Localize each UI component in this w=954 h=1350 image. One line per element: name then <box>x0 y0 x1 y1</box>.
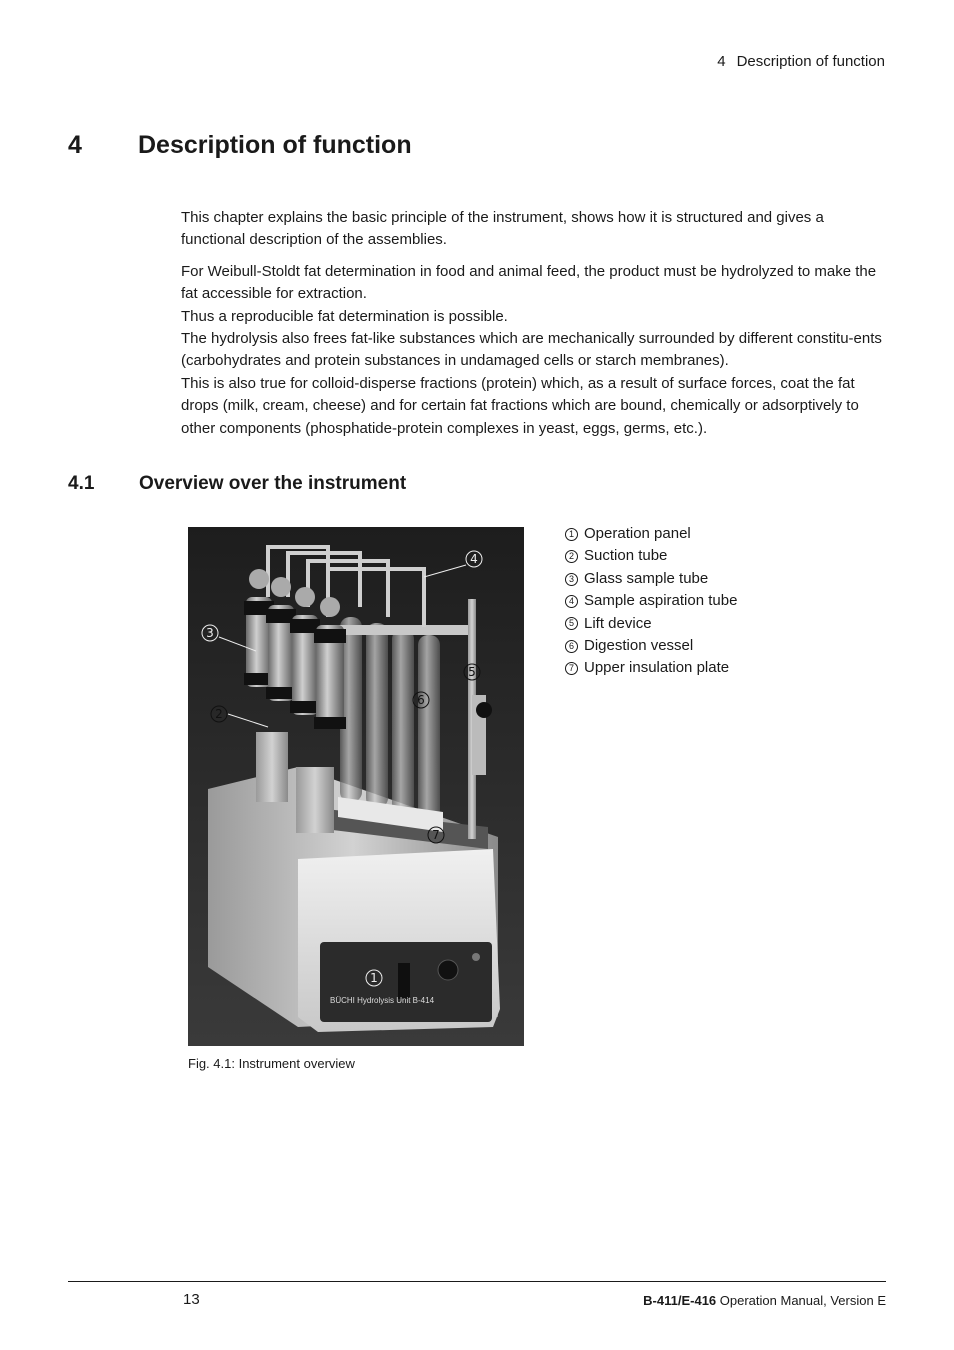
section-heading <box>68 473 406 495</box>
legend-item <box>565 590 737 612</box>
legend-number: 4 <box>565 595 578 608</box>
svg-text:7: 7 <box>432 828 440 842</box>
svg-text:5: 5 <box>468 665 476 679</box>
legend-label: Suction tube <box>584 547 668 565</box>
paragraph: This chapter explains the basic principle of the instrument, shows how it is structured and gives a functional description of the assemblies. <box>181 209 824 249</box>
section-number: 4.1 <box>68 473 95 494</box>
svg-text:2: 2 <box>215 707 223 721</box>
paragraph: The hydrolysis also frees fat-like substances which are mechanically surrounded by different constitu-ents (carbohydrates and protein substances in undamaged cells or starch membranes). <box>181 330 882 370</box>
paragraph: For Weibull-Stoldt fat determination in food and animal feed, the product must be hydrolyzed to make the fat accessible for extraction. <box>181 262 877 303</box>
chapter-heading <box>68 131 412 160</box>
legend-label: Sample aspiration tube <box>584 592 738 610</box>
svg-text:3: 3 <box>206 626 214 640</box>
figure-caption: Fig. 4.1: Instrument overview <box>188 1056 355 1071</box>
legend-label: Digestion vessel <box>584 637 694 655</box>
legend-item <box>565 657 737 679</box>
legend-number: 7 <box>565 662 578 675</box>
running-head-number: 4 <box>717 53 726 70</box>
legend-number: 2 <box>565 550 578 563</box>
chapter-intro <box>181 207 891 440</box>
legend-number: 3 <box>565 573 578 586</box>
chapter-number: 4 <box>68 131 82 159</box>
running-head-title: Description of function <box>736 53 885 70</box>
running-head <box>717 53 885 70</box>
legend-item <box>565 568 737 590</box>
paragraph: Thus a reproducible fat determination is possible. <box>181 307 508 325</box>
legend-number: 5 <box>565 617 578 630</box>
footer-model: B-411/E-416 <box>643 1293 717 1308</box>
page-number: 13 <box>183 1291 200 1308</box>
legend-number: 6 <box>565 640 578 653</box>
legend-item <box>565 523 737 545</box>
svg-text:1: 1 <box>370 971 378 985</box>
legend-item <box>565 635 737 657</box>
legend-item <box>565 613 737 635</box>
legend-number: 1 <box>565 528 578 541</box>
legend-label: Glass sample tube <box>584 569 709 587</box>
section-title: Overview over the instrument <box>139 473 407 494</box>
legend-label: Lift device <box>584 614 652 632</box>
paragraph: This is also true for colloid-disperse fractions (protein) which, as a result of surface forces, coat the fat drops (milk, cream, cheese) and for certain fat fractions which are bound, chemically or adsorptively to other components (phosphatide-protein complexes in yeast, eggs, germs, etc.). <box>181 374 859 437</box>
footer-suffix: Operation Manual, Version E <box>716 1293 886 1308</box>
footer-manual-title <box>643 1293 886 1308</box>
svg-text:4: 4 <box>470 552 478 566</box>
legend-label: Operation panel <box>584 525 691 542</box>
chapter-title: Description of function <box>138 131 412 159</box>
legend-label: Upper insulation plate <box>584 659 730 677</box>
svg-text:6: 6 <box>417 693 425 707</box>
instrument-photo <box>188 527 524 1046</box>
brand-text: BÜCHI Hydrolysis Unit B-414 <box>330 996 435 1005</box>
figure-legend <box>565 523 737 680</box>
footer-rule <box>68 1281 886 1282</box>
legend-item <box>565 545 737 567</box>
